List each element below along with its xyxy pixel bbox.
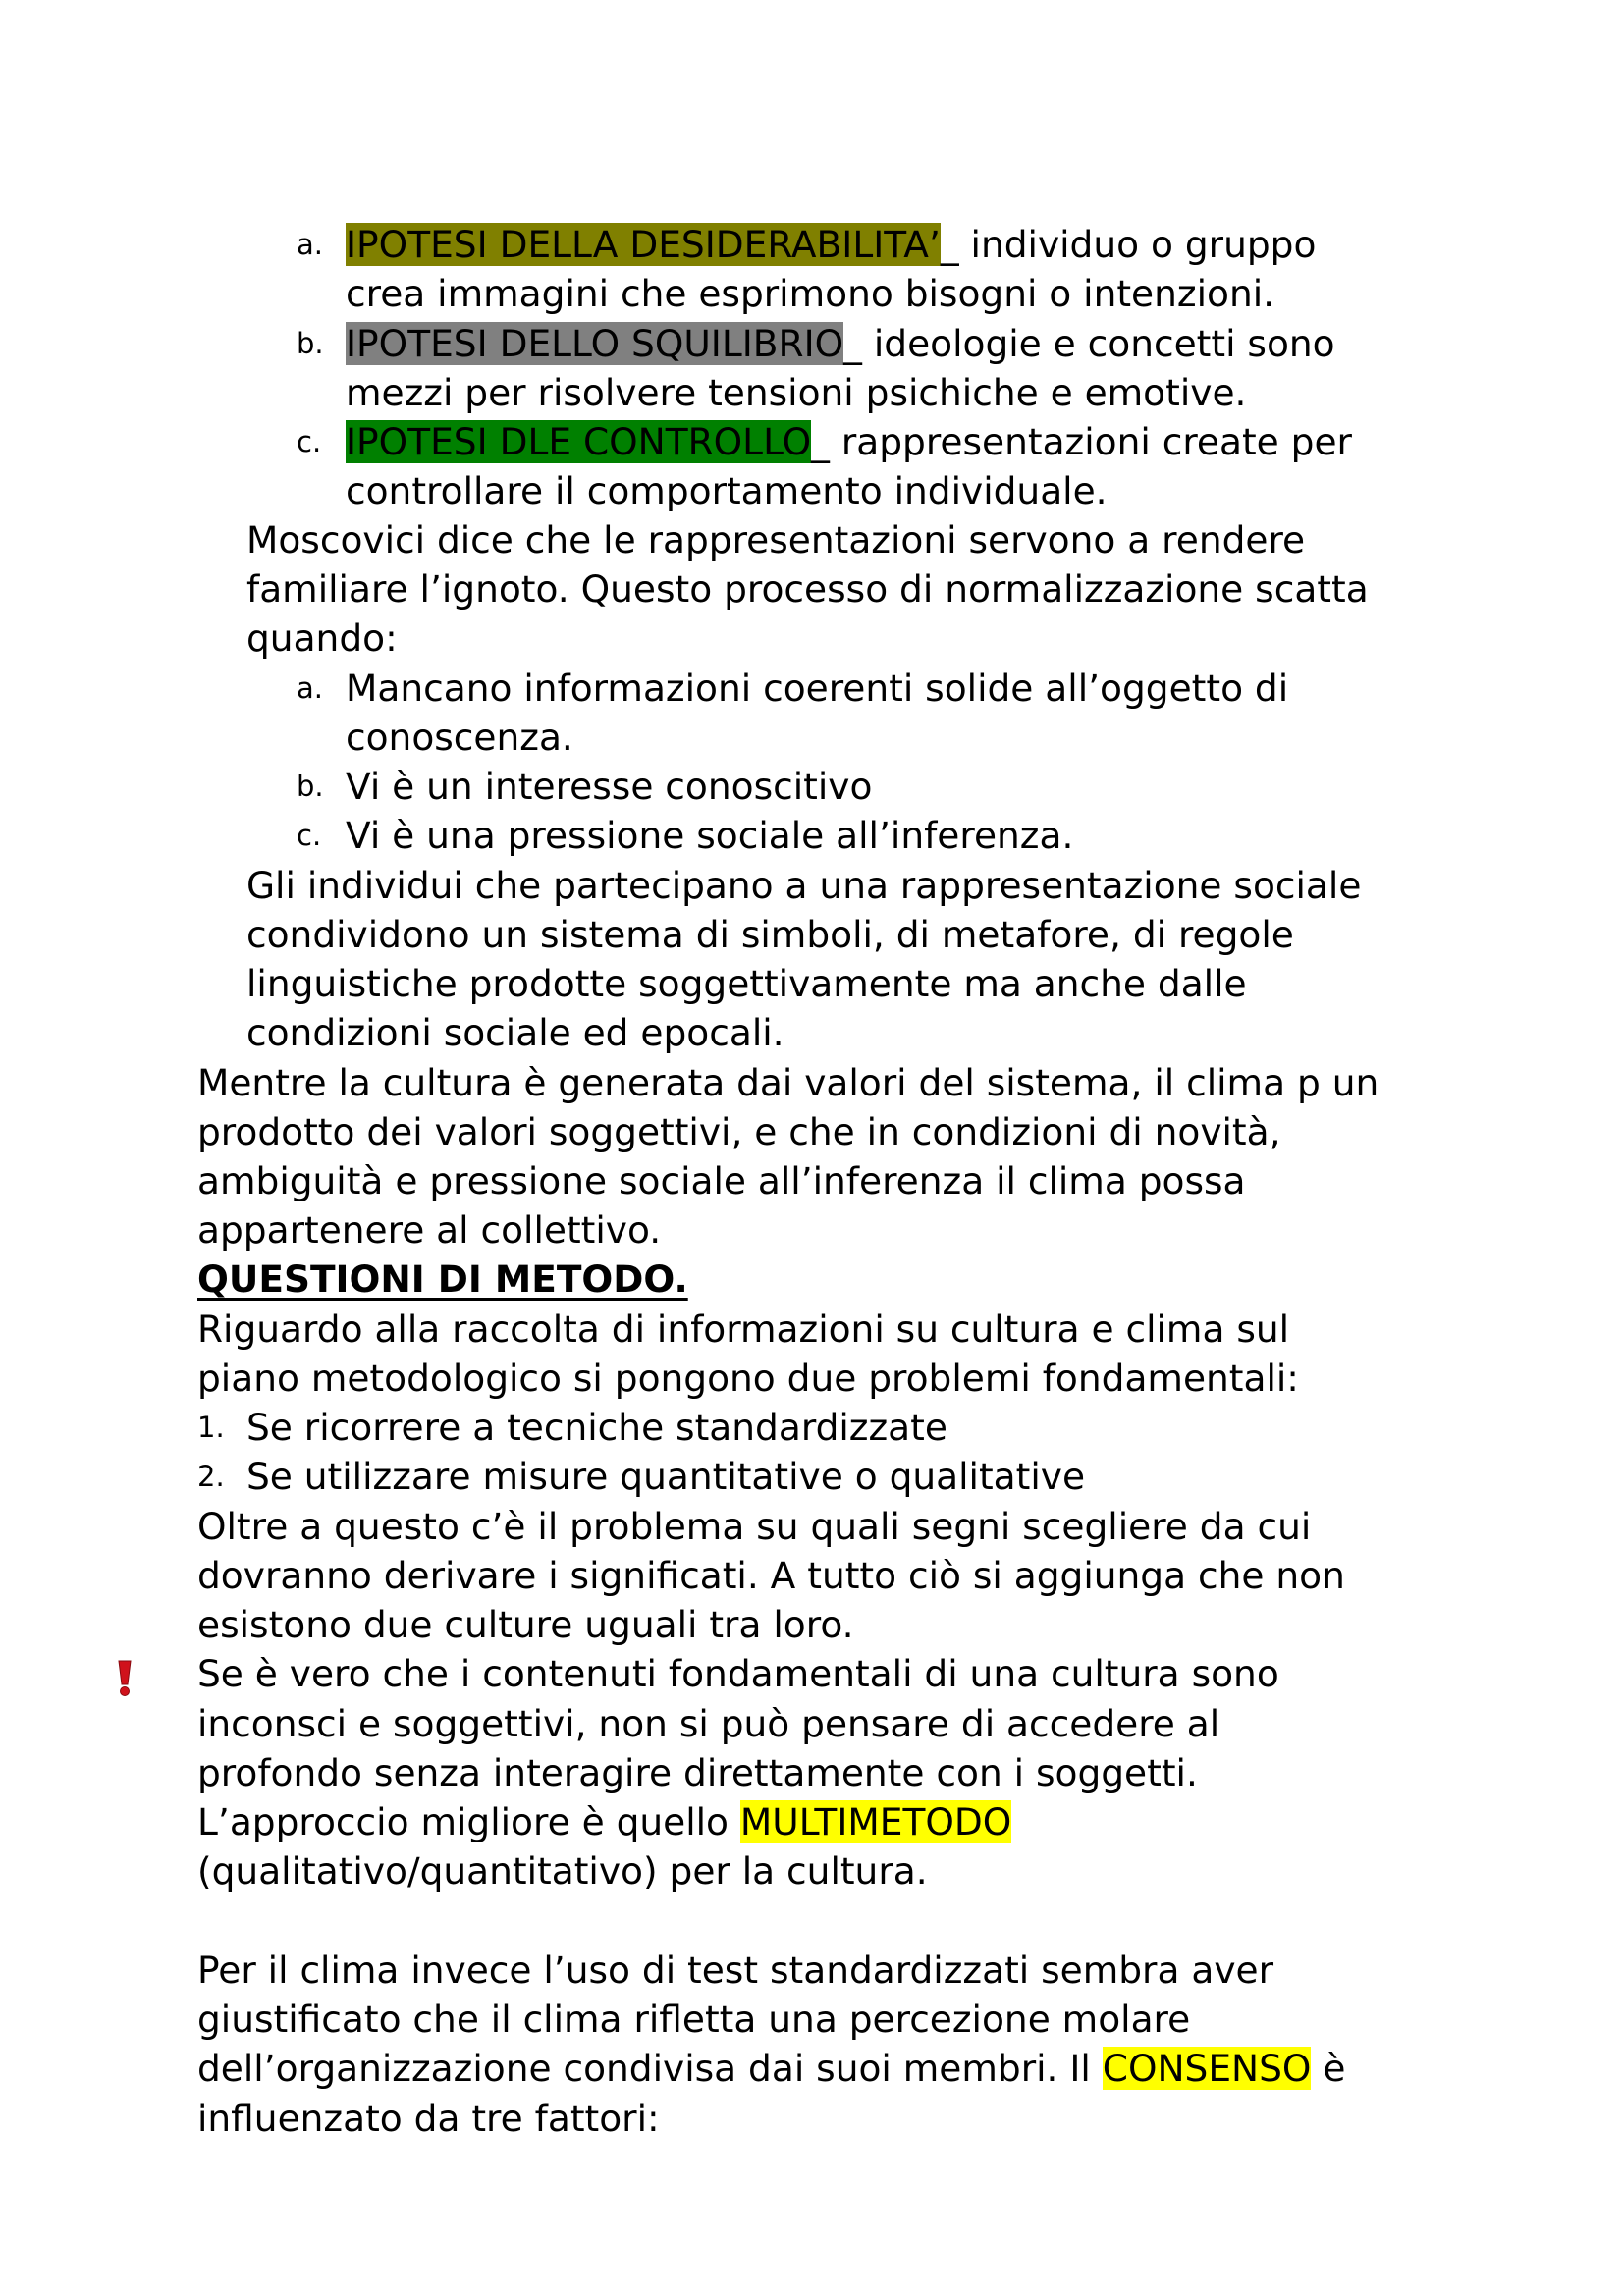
paragraph-line: quando:: [246, 616, 398, 660]
paragraph-line: Se è vero che i contenuti fondamentali di una cultura sono: [197, 1652, 1279, 1695]
paragraph-line: influenzato da tre fattori:: [197, 2097, 660, 2140]
paragraph-line: Gli individui che partecipano a una rappresentazione sociale: [246, 864, 1362, 907]
list-item-line: Se utilizzare misure quantitative o qualitative: [246, 1455, 1086, 1498]
paragraph-line: (qualitativo/quantitativo) per la cultura.: [197, 1849, 928, 1893]
paragraph-text: è: [1311, 2047, 1346, 2090]
paragraph-line: linguistiche prodotte soggettivamente ma anche dalle: [246, 962, 1247, 1005]
list-marker: c.: [297, 425, 322, 458]
list-item-line: Se ricorrere a tecniche standardizzate: [246, 1406, 947, 1449]
paragraph-line: Per il clima invece l’uso di test standardizzati sembra aver: [197, 1949, 1274, 1992]
paragraph-line: profondo senza interagire direttamente con i soggetti.: [197, 1751, 1198, 1794]
list-item-line: Mancano informazioni coerenti solide all’oggetto di: [346, 667, 1289, 710]
list-item-line: conoscenza.: [346, 716, 573, 759]
paragraph-line: condizioni sociale ed epocali.: [246, 1011, 784, 1054]
list-item-line: [346, 417, 1352, 466]
list-item-line: Vi è un interesse conoscitivo: [346, 765, 873, 808]
list-marker: b.: [297, 327, 324, 360]
highlighted-term: IPOTESI DLE CONTROLLO: [346, 420, 812, 463]
exclamation-alert-icon: [113, 1659, 136, 1698]
paragraph-line: [197, 1797, 1011, 1846]
paragraph-line: Moscovici dice che le rappresentazioni servono a rendere: [246, 518, 1306, 561]
paragraph-line: Riguardo alla raccolta di informazioni su cultura e clima sul: [197, 1308, 1290, 1351]
paragraph-line: piano metodologico si pongono due problemi fondamentali:: [197, 1357, 1299, 1400]
list-item-line: controllare il comportamento individuale.: [346, 469, 1108, 512]
paragraph-line: esistono due culture uguali tra loro.: [197, 1603, 854, 1646]
highlighted-term: CONSENSO: [1102, 2047, 1312, 2090]
highlighted-term: MULTIMETODO: [739, 1800, 1012, 1843]
paragraph-line: condividono un sistema di simboli, di metafore, di regole: [246, 913, 1294, 956]
list-item-line: mezzi per risolvere tensioni psichiche e emotive.: [346, 371, 1247, 414]
list-item-line: crea immagini che esprimono bisogni o intenzioni.: [346, 272, 1275, 315]
paragraph-line: Mentre la cultura è generata dai valori del sistema, il clima p un: [197, 1061, 1380, 1104]
paragraph-line: familiare l’ignoto. Questo processo di normalizzazione scatta: [246, 567, 1369, 611]
paragraph-line: prodotto dei valori soggettivi, e che in condizioni di novità,: [197, 1110, 1281, 1153]
paragraph-line: [197, 2044, 1345, 2093]
paragraph-line: inconsci e soggettivi, non si può pensare di accedere al: [197, 1702, 1220, 1745]
paragraph-line: Oltre a questo c’è il problema su quali segni scegliere da cui: [197, 1505, 1312, 1548]
list-item-line: [346, 319, 1335, 368]
paragraph-line: dovranno derivare i significati. A tutto ciò si aggiunga che non: [197, 1554, 1345, 1597]
list-marker: 2.: [197, 1460, 225, 1493]
paragraph-text: L’approccio migliore è quello: [197, 1800, 740, 1843]
list-item-text: _ rappresentazioni create per: [811, 420, 1352, 463]
paragraph-line: ambiguità e pressione sociale all’inferenza il clima possa: [197, 1159, 1246, 1202]
paragraph-line: giustificato che il clima rifletta una percezione molare: [197, 1998, 1191, 2041]
list-marker: a.: [297, 671, 323, 705]
section-heading: QUESTIONI DI METODO.: [197, 1257, 688, 1301]
list-item-text: _ ideologie e concetti sono: [843, 322, 1335, 365]
highlighted-term: IPOTESI DELLA DESIDERABILITA’: [346, 223, 941, 266]
list-marker: 1.: [197, 1411, 225, 1444]
paragraph-text: dell’organizzazione condivisa dai suoi membri. Il: [197, 2047, 1103, 2090]
list-marker: b.: [297, 770, 324, 803]
paragraph-line: appartenere al collettivo.: [197, 1208, 662, 1252]
list-item-text: _ individuo o gruppo: [940, 223, 1317, 266]
highlighted-term: IPOTESI DELLO SQUILIBRIO: [346, 322, 844, 365]
list-marker: c.: [297, 819, 322, 852]
list-item-line: Vi è una pressione sociale all’inferenza.: [346, 814, 1074, 857]
list-marker: a.: [297, 228, 323, 261]
list-item-line: [346, 220, 1316, 269]
